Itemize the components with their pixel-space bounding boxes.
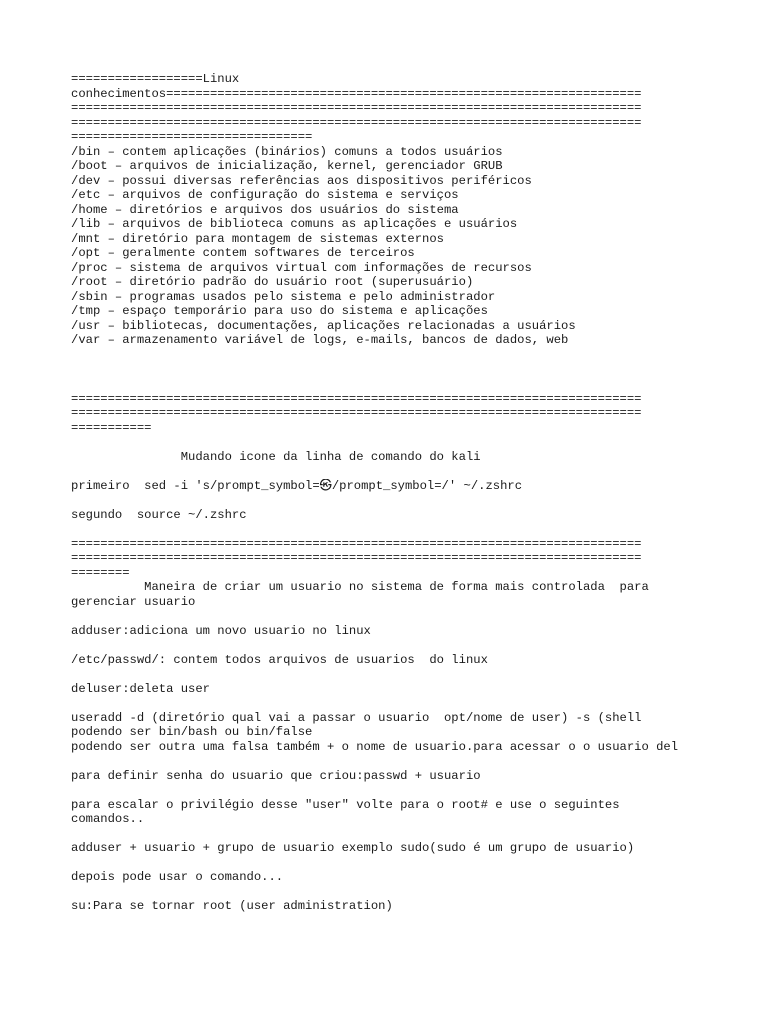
- directory-item: /sbin – programas usados pelo sistema e pelo administrador: [71, 289, 496, 304]
- directory-item: /etc – arquivos de configuração do sistema e serviços: [71, 188, 459, 202]
- directory-item: /opt – geralmente contem softwares de terceiros: [71, 246, 415, 260]
- useradd-note: useradd -d (diretório qual vai a passar o usuario opt/nome de user) -s (shell: [71, 710, 642, 725]
- directory-item: /tmp – espaço temporário para uso do sistema e aplicações: [71, 304, 488, 318]
- directory-item: /boot – arquivos de inicialização, kernel, gerenciador GRUB: [71, 159, 503, 173]
- directory-list: [71, 145, 711, 348]
- directory-item: /dev – possui diversas referências aos dispositivos periféricos: [71, 173, 532, 188]
- deluser-note: deluser:deleta user: [71, 681, 210, 696]
- directory-item: /proc – sistema de arquivos virtual com informações de recursos: [71, 260, 532, 275]
- separator-line: ========: [71, 565, 130, 580]
- directory-item: /mnt – diretório para montagem de sistemas externos: [71, 231, 444, 246]
- directory-item: /var – armazenamento variável de logs, e-mails, bancos de dados, web: [71, 333, 569, 347]
- separator-line: ===========: [71, 420, 152, 435]
- directory-item: /bin – contem aplicações (binários) comuns a todos usuários: [71, 144, 503, 159]
- section-separator: [71, 392, 711, 436]
- escalate-note-cont: comandos..: [71, 812, 145, 826]
- directory-item: /lib – arquivos de biblioteca comuns as aplicações e usuários: [71, 217, 518, 231]
- separator-line: ==============================================================================: [71, 536, 642, 551]
- useradd-note-cont: podendo ser outra uma falsa também + o nome de usuario.para acessar o o usuario del: [71, 739, 679, 754]
- section-separator: [71, 537, 711, 581]
- separator-line: ==============================================================================: [71, 551, 642, 565]
- header-line: conhecimentos=================================================================: [71, 86, 642, 101]
- header-line: ==================Linux: [71, 72, 240, 86]
- kali-step-first: primeiro sed -i 's/prompt_symbol=㉿/prompt_symbol=/' ~/.zshrc: [71, 478, 523, 493]
- escalate-note: para escalar o privilégio desse "user" volte para o root# e use o seguintes: [71, 797, 620, 812]
- header-separator: [71, 72, 711, 145]
- passwd-file-note: /etc/passwd/: contem todos arquivos de usuarios do linux: [71, 652, 488, 667]
- header-line: ==============================================================================: [71, 115, 642, 130]
- header-line: ==============================================================================: [71, 101, 642, 115]
- directory-item: /home – diretórios e arquivos dos usuários do sistema: [71, 202, 459, 217]
- su-command-note: su:Para se tornar root (user administration): [71, 899, 393, 913]
- adduser-group-note: adduser + usuario + grupo de usuario exemplo sudo(sudo é um grupo de usuario): [71, 841, 635, 855]
- user-section-title: Maneira de criar um usuario no sistema de forma mais controlada para: [71, 580, 649, 594]
- user-section-title-cont: gerenciar usuario: [71, 594, 196, 609]
- then-command-note: depois pode usar o comando...: [71, 870, 284, 884]
- separator-line: ==============================================================================: [71, 391, 642, 406]
- header-line: =================================: [71, 130, 313, 144]
- adduser-note: adduser:adiciona um novo usuario no linux: [71, 623, 371, 638]
- separator-line: ==============================================================================: [71, 406, 642, 420]
- directory-item: /root – diretório padrão do usuário root (superusuário): [71, 275, 474, 289]
- useradd-note-cont: podendo ser bin/bash ou bin/false: [71, 725, 313, 739]
- document-page: [71, 72, 711, 914]
- kali-step-second: segundo source ~/.zshrc: [71, 507, 247, 522]
- kali-section-title: Mudando icone da linha de comando do kali: [71, 449, 481, 464]
- directory-item: /usr – bibliotecas, documentações, aplicações relacionadas a usuários: [71, 318, 576, 333]
- passwd-command-note: para definir senha do usuario que criou:passwd + usuario: [71, 768, 481, 783]
